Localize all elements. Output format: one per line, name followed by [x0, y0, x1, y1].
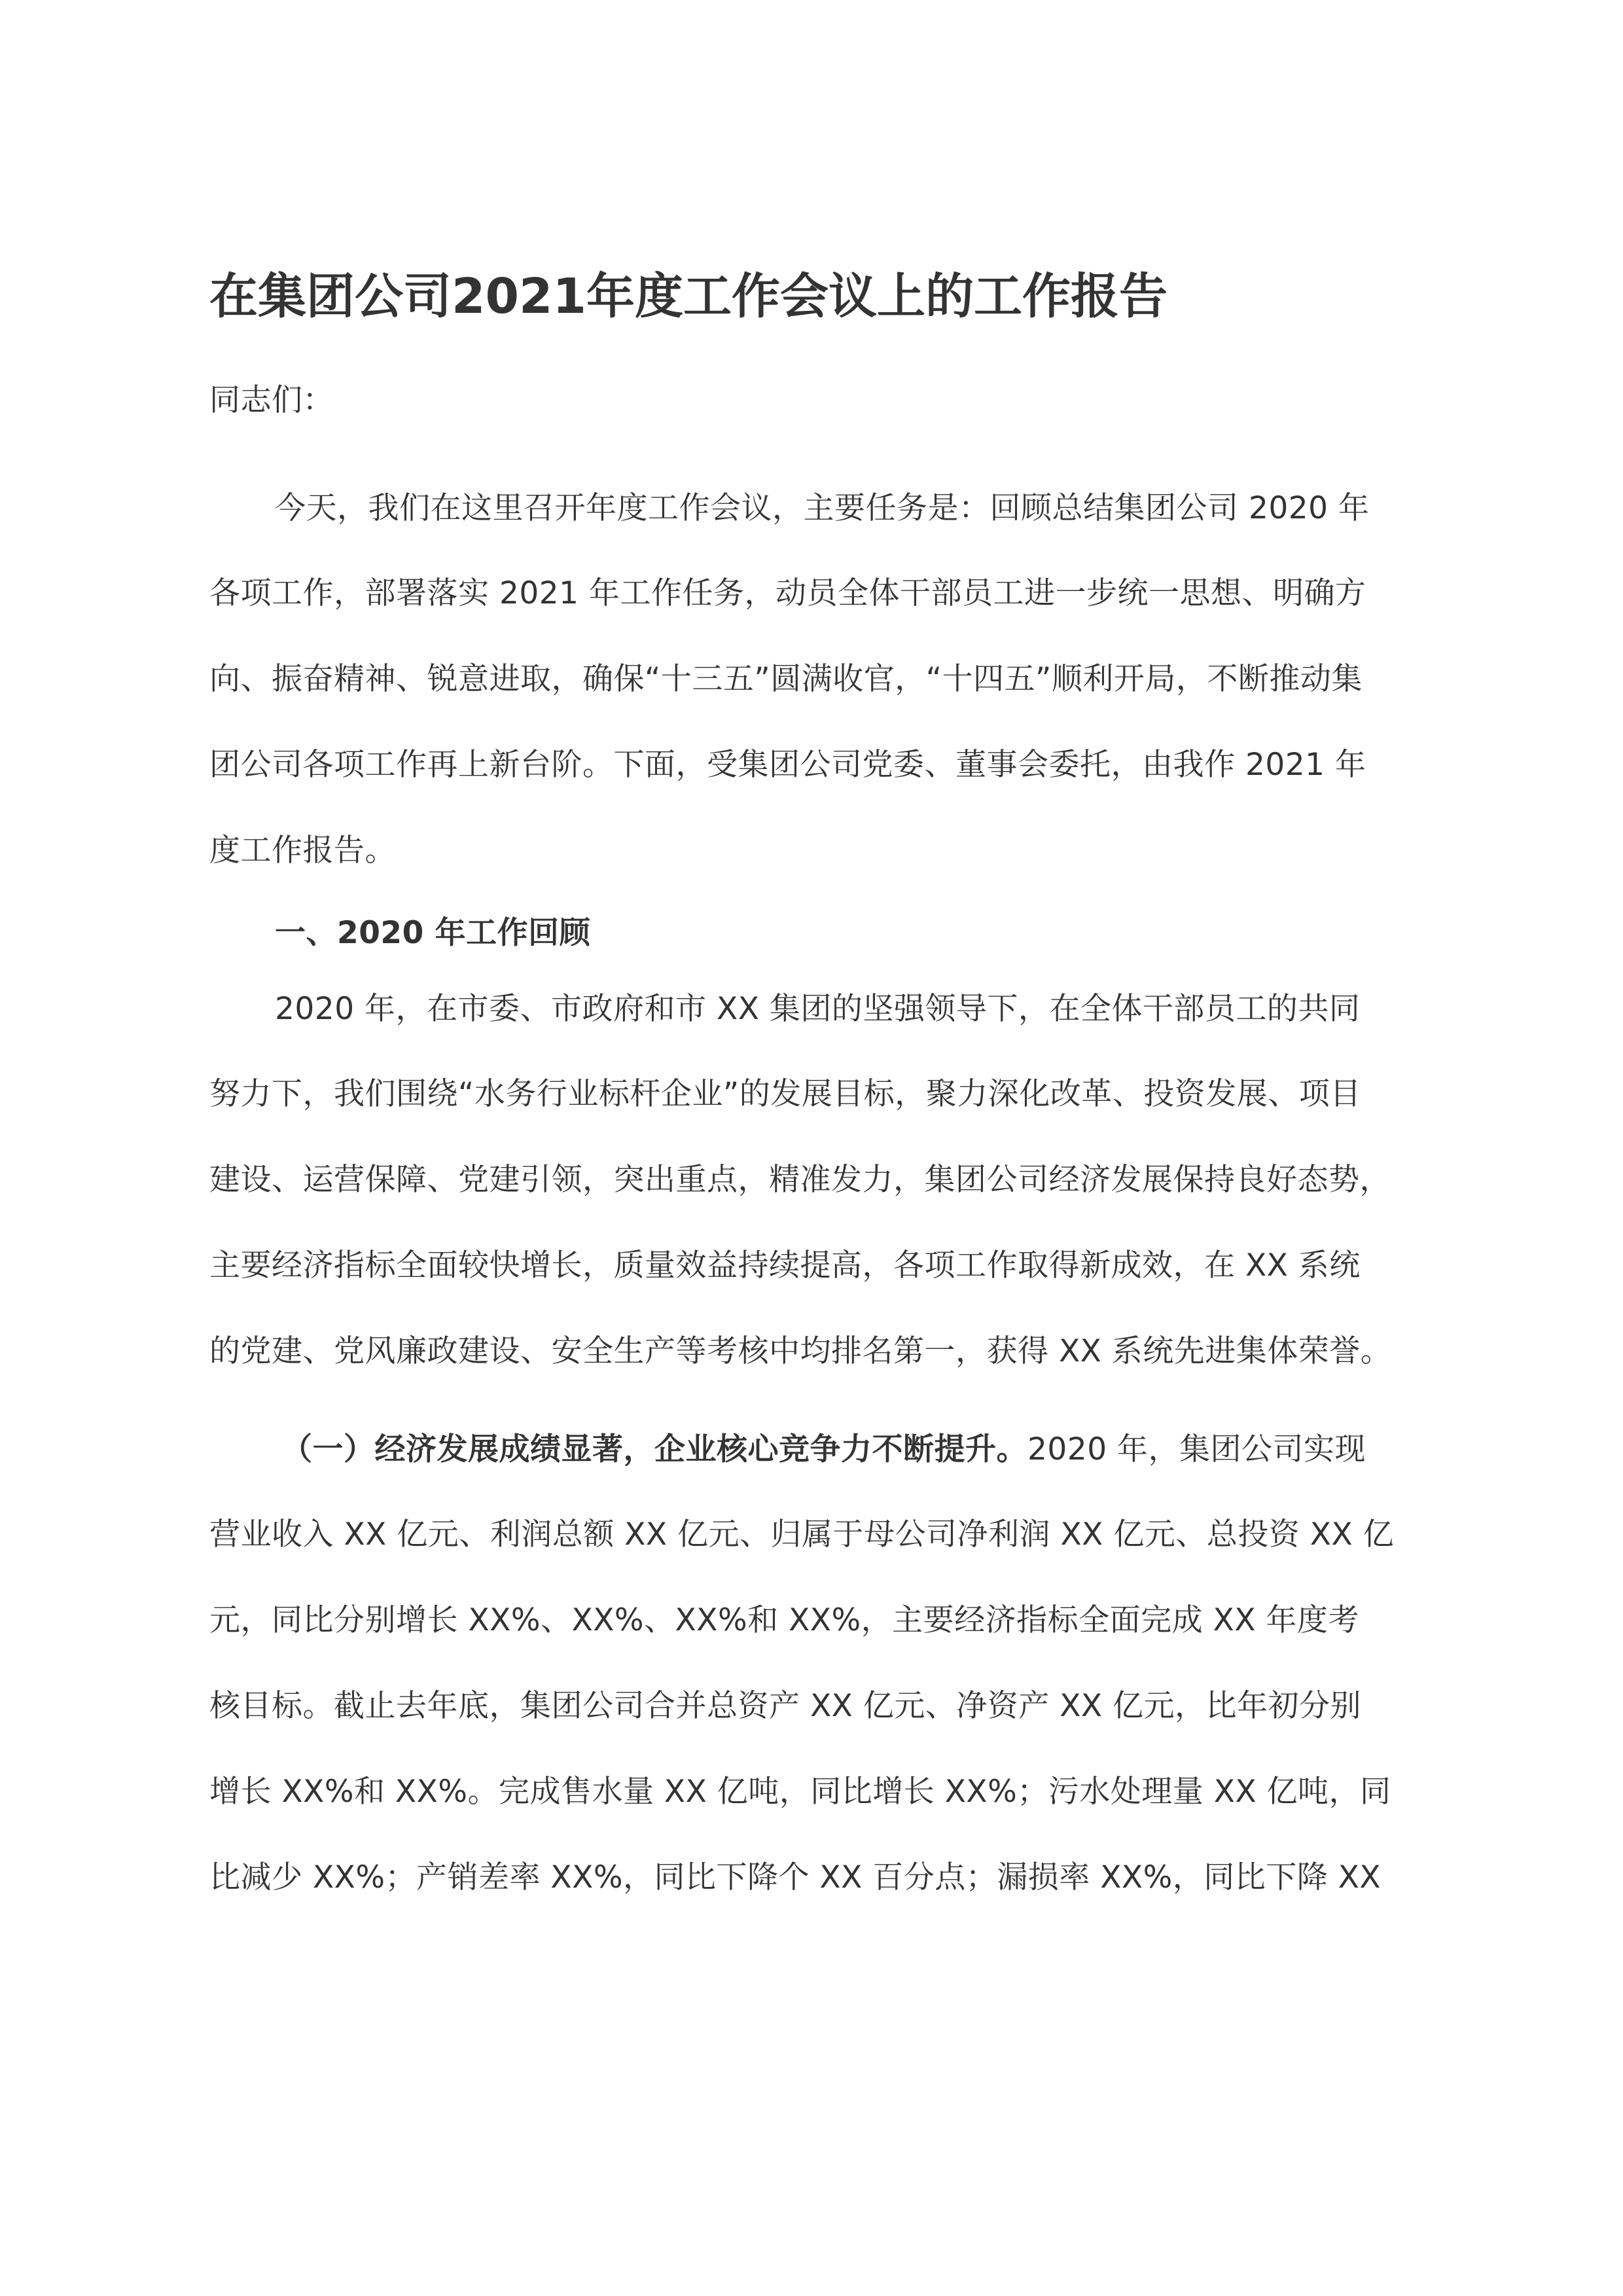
subsection-heading: （一）经济发展成绩显著，企业核心竞争力不断提升。	[281, 1431, 1027, 1467]
section-heading: 一、2020 年工作回顾	[275, 915, 591, 951]
intro-line-3: 向、振奋精神、锐意进取，确保“十三五”圆满收官，“十四五”顺利开局，不断推动集	[209, 661, 1363, 697]
review-line-4: 主要经济指标全面较快增长，质量效益持续提高，各项工作取得新成效，在 XX 系统	[209, 1247, 1361, 1283]
review-line-2: 努力下，我们围绕“水务行业标杆企业”的发展目标，聚力深化改革、投资发展、项目	[209, 1076, 1361, 1112]
subsection-first-line	[281, 1430, 1366, 1469]
subsection-first-line-rest: 2020 年，集团公司实现	[1027, 1431, 1366, 1467]
intro-line-5: 度工作报告。	[209, 833, 396, 869]
document-title: 在集团公司2021年度工作会议上的工作报告	[209, 268, 1168, 325]
intro-line-2: 各项工作，部署落实 2021 年工作任务，动员全体干部员工进一步统一思想、明确方	[209, 575, 1366, 611]
review-line-1: 2020 年，在市委、市政府和市 XX 集团的坚强领导下，在全体干部员工的共同	[275, 991, 1361, 1027]
subsection-line-3: 元，同比分别增长 XX%、XX%、XX%和 XX%，主要经济指标全面完成 XX 年度考	[209, 1602, 1359, 1638]
intro-line-4: 团公司各项工作再上新台阶。下面，受集团公司党委、董事会委托，由我作 2021 年	[209, 747, 1366, 783]
salutation: 同志们：	[209, 382, 334, 418]
review-line-5: 的党建、党风廉政建设、安全生产等考核中均排名第一，获得 XX 系统先进集体荣誉。	[209, 1333, 1392, 1369]
intro-line-1: 今天，我们在这里召开年度工作会议，主要任务是：回顾总结集团公司 2020 年	[275, 490, 1370, 526]
review-line-3: 建设、运营保障、党建引领，突出重点，精准发力，集团公司经济发展保持良好态势，	[209, 1162, 1391, 1198]
subsection-line-5: 增长 XX%和 XX%。完成售水量 XX 亿吨，同比增长 XX%；污水处理量 XX 亿吨，同	[209, 1774, 1391, 1810]
subsection-line-4: 核目标。截止去年底，集团公司合并总资产 XX 亿元、净资产 XX 亿元，比年初分别	[209, 1688, 1362, 1724]
subsection-line-2: 营业收入 XX 亿元、利润总额 XX 亿元、归属于母公司净利润 XX 亿元、总投资 XX 亿	[209, 1516, 1395, 1552]
subsection-line-6: 比减少 XX%；产销差率 XX%，同比下降个 XX 百分点；漏损率 XX%，同比下降 XX	[209, 1859, 1382, 1895]
